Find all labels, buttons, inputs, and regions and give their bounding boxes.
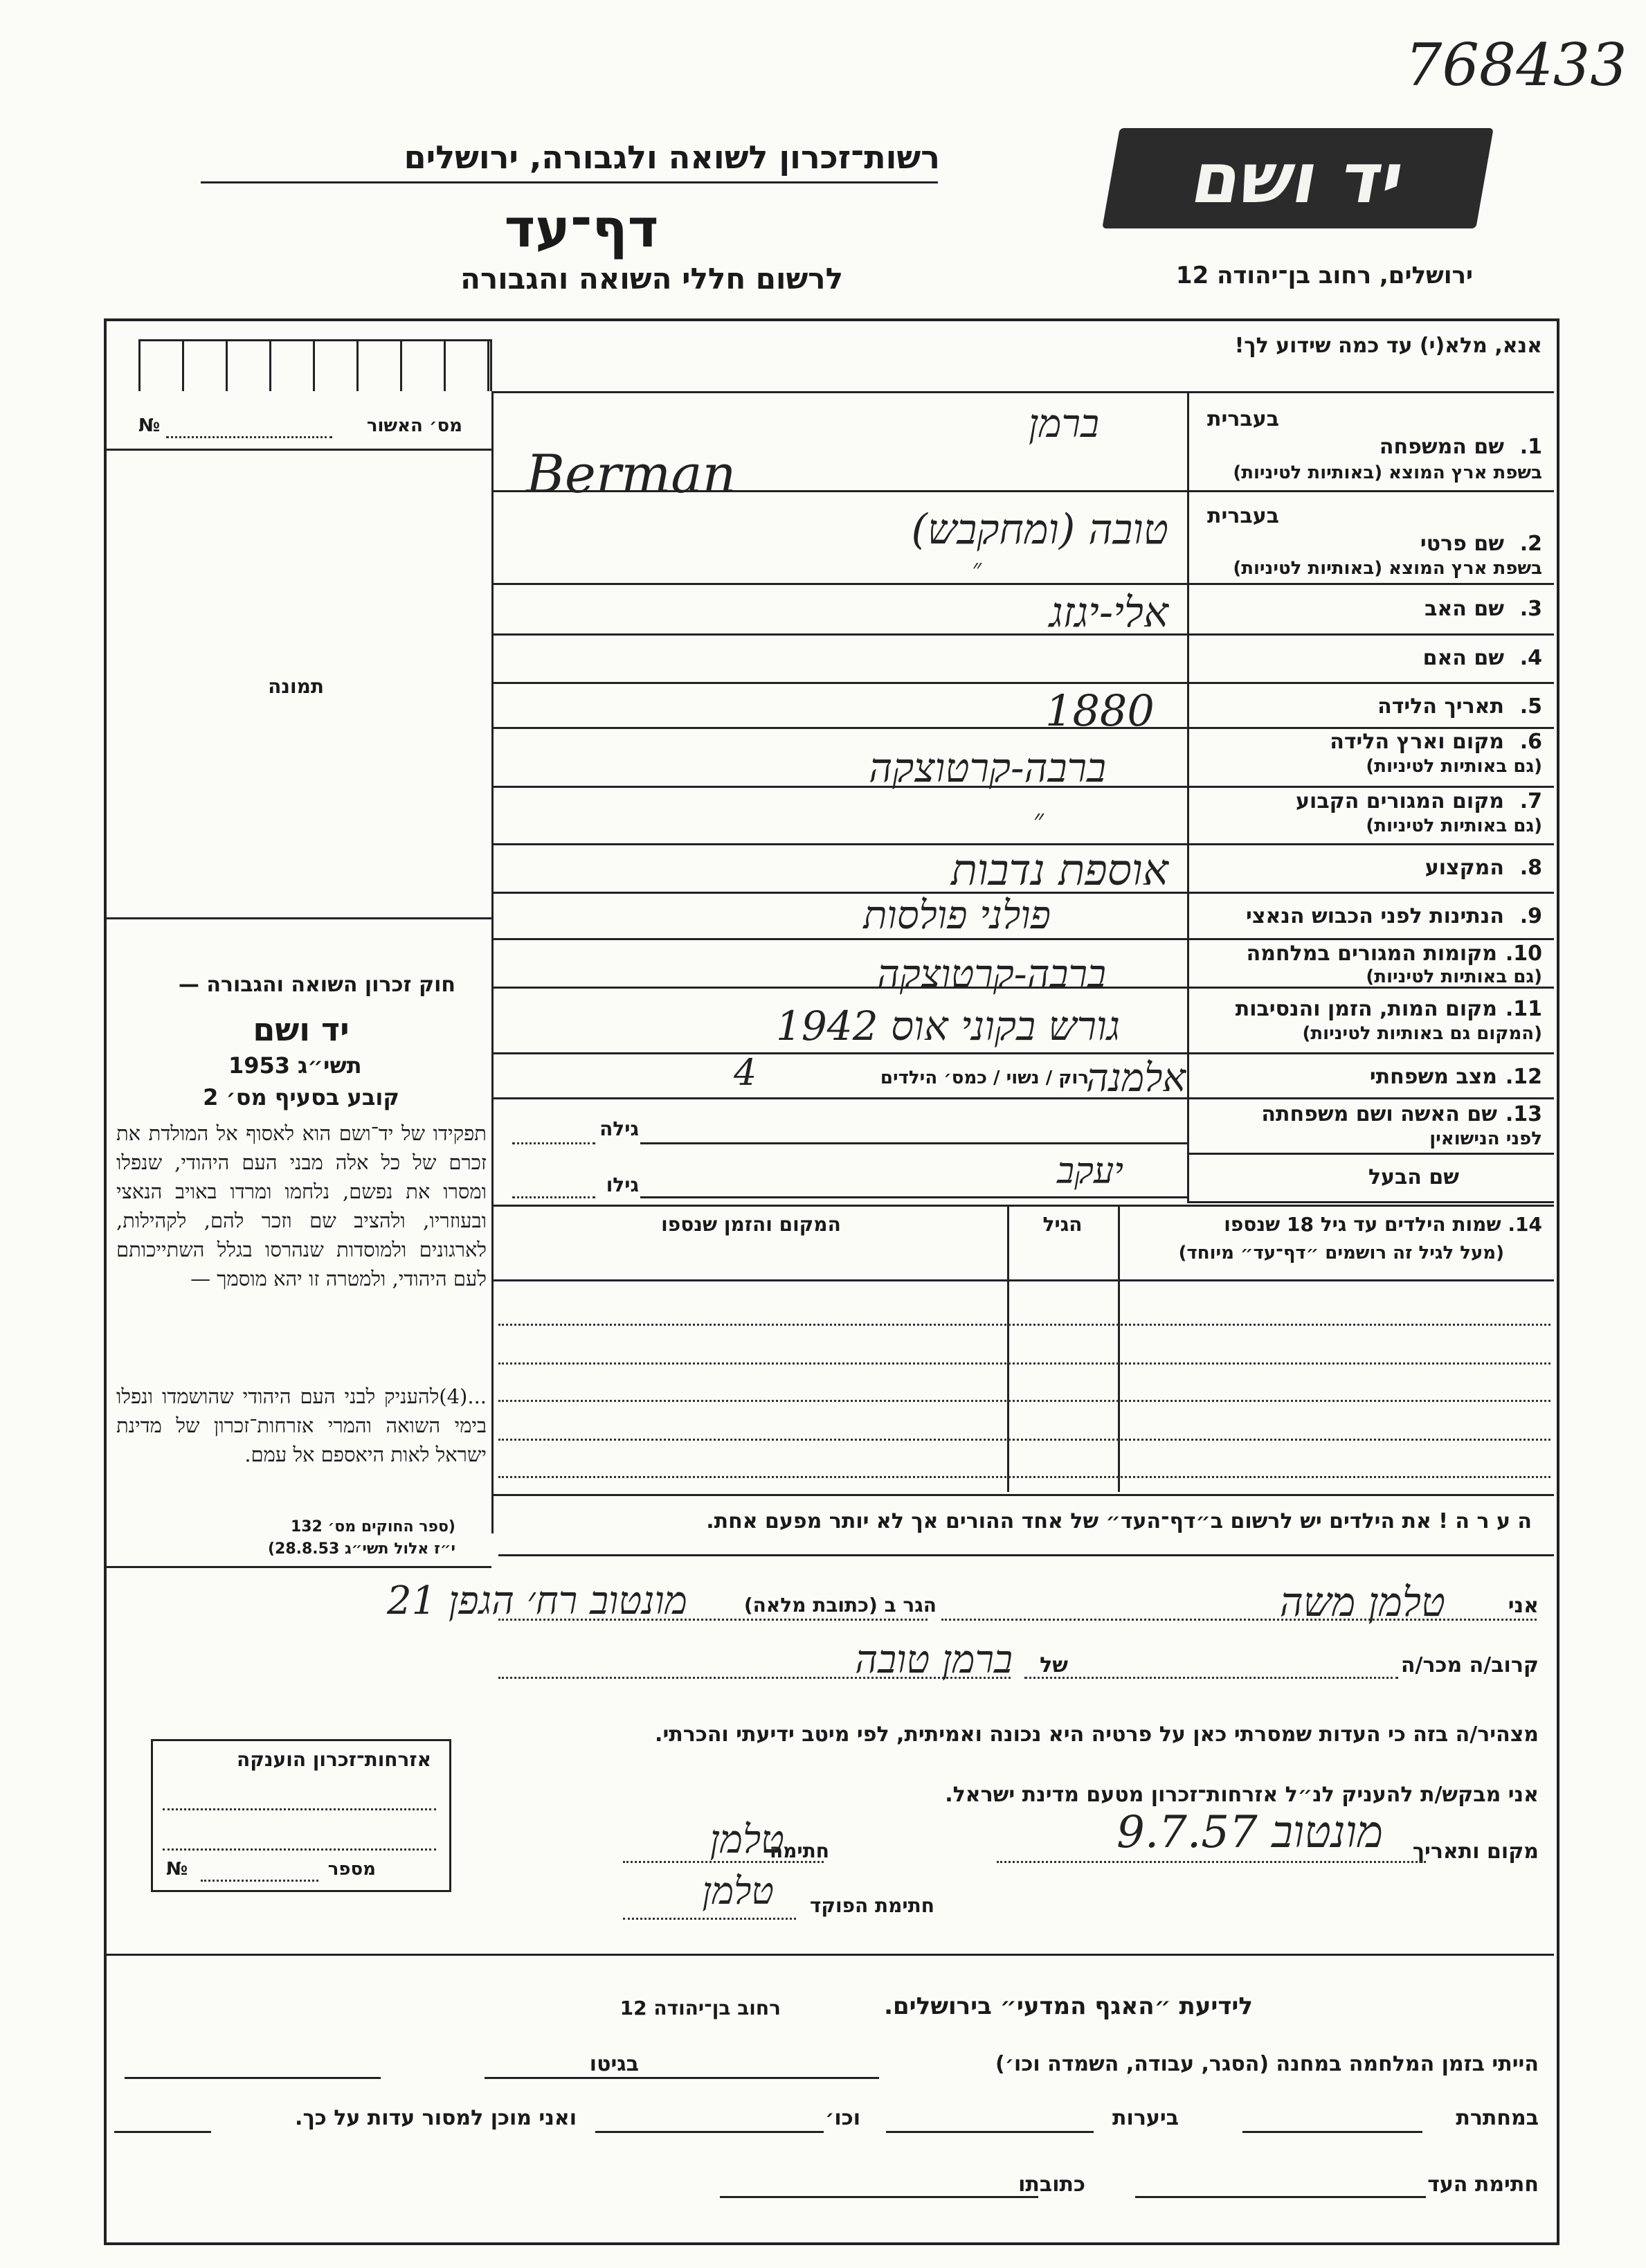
- law-clause: קובע בסעיף מס׳ 2: [203, 1084, 399, 1110]
- field-7-sub: (גם באותיות לטיניות): [1366, 816, 1542, 836]
- field-6-number: 6.: [1519, 730, 1542, 754]
- field-2-label: שם פרטי: [1420, 532, 1504, 556]
- field-7-label: מקום המגורים הקבוע: [1296, 789, 1504, 813]
- footer-etc: וכו׳: [825, 2106, 860, 2130]
- wife-age-label: גילה: [599, 1117, 639, 1140]
- form-subtitle: לרשום חללי השואה והגבורה: [460, 262, 843, 296]
- footer-witness-signature: חתימת העד: [1427, 2172, 1539, 2197]
- footer-title: לידיעת ״האגף המדעי״ בירושלים.: [884, 1992, 1253, 2020]
- form-title: דף־עד: [504, 197, 659, 259]
- field-2-value-ditto: ״: [972, 555, 982, 583]
- logo-text: יד ושם: [1186, 138, 1410, 219]
- children-title: 14. שמות הילדים עד גיל 18 שנספו: [1224, 1213, 1542, 1236]
- label-column-divider: [1187, 391, 1189, 1201]
- children-col-age: הגיל: [1042, 1213, 1083, 1236]
- footer-camp-line: הייתי בזמן המלחמה במחנה (הסגר, עבודה, השמדה וכו׳): [995, 2052, 1539, 2076]
- law-text: תפקידו של יד־ושם הוא לאסוף אל המולדת את זכרם של כל אלה מבני העם היהודי, שנפלו ומסרו את נפשם, נלחמו ומרדו באויב הנאצי ובעוזריו, ולהציב שם וזכר להם, לקהילות, לארגונים ולמוסדות שנהרסו בגלל השתייכותם לעם היהודי, ולמטרה זו יהא מוסמך —: [116, 1122, 487, 1290]
- field-10-sub: (גם באותיות לטיניות): [1366, 966, 1542, 987]
- children-col-place: המקום והזמן שנספו: [661, 1213, 841, 1236]
- footer-address: רחוב בן־יהודה 12: [619, 1997, 781, 2019]
- serial-number: 768433: [1405, 31, 1627, 99]
- field-12-value: אלמנה: [1085, 1056, 1186, 1101]
- field-9-number: 9.: [1519, 904, 1542, 928]
- field-8-label: המקצוע: [1425, 856, 1504, 880]
- law-line: חוק זכרון השואה והגבורה —: [178, 973, 455, 997]
- citizenship-no-label: מספר: [327, 1859, 376, 1880]
- field-10-value: ברבה-קרטוצקה: [877, 952, 1106, 997]
- field-11-sub: (המקום גם באותיות לטיניות): [1302, 1023, 1542, 1044]
- field-10-label: מקומות המגורים במלחמה: [1246, 942, 1497, 966]
- citizenship-title: אזרחות־זכרון הוענקה: [237, 1748, 431, 1771]
- children-note: (מעל לגיל זה רושמים ״דף־עד״ מיוחד): [1178, 1243, 1504, 1263]
- org-underline: [201, 181, 938, 183]
- field-1-value: ברמן: [1029, 402, 1099, 447]
- field-3-label: שם האב: [1425, 597, 1504, 621]
- field-5-label: תאריך הלידה: [1377, 694, 1504, 719]
- field-7-number: 7.: [1519, 789, 1542, 813]
- field-7-value: ״: [1033, 804, 1044, 836]
- instruction: אנא, מלא(י) עד כמה שידוע לך!: [1234, 334, 1542, 358]
- approval-label: מס׳ האשור: [366, 415, 462, 436]
- footer-address-label: כתובתו: [1018, 2172, 1085, 2197]
- place-date-label: מקום ותאריך: [1412, 1839, 1539, 1864]
- instruction-divider: [491, 391, 1554, 393]
- husband-name-value: יעקב: [1057, 1151, 1123, 1192]
- citizenship-no: №: [166, 1859, 188, 1880]
- residing-label: הגר ב (כתובת מלאה): [743, 1594, 937, 1617]
- field-13-number: 13.: [1505, 1102, 1542, 1126]
- left-column-divider: [491, 391, 494, 1533]
- signature-value: טלמן: [709, 1817, 784, 1862]
- footer-ghetto: בגיטו: [589, 2052, 639, 2076]
- field-12-label: מצב משפחתי: [1369, 1065, 1497, 1089]
- field-6-label: מקום וארץ הלידה: [1330, 730, 1504, 754]
- witness-name-value: טלמן משה: [1279, 1578, 1445, 1626]
- field-2-value: טובה (ומחקבש): [911, 505, 1168, 554]
- field-5-number: 5.: [1519, 694, 1542, 719]
- field-1-sub: בשפת ארץ המוצא (באותיות לטיניות): [1233, 462, 1542, 483]
- witness-i-label: אני: [1508, 1594, 1539, 1618]
- field-1-label: שם המשפחה: [1379, 435, 1504, 459]
- photo-label: תמונה: [268, 675, 324, 698]
- field-4-number: 4.: [1519, 646, 1542, 670]
- field-8-number: 8.: [1519, 856, 1542, 880]
- field-6-value: ברבה-קרטוצקה: [869, 744, 1106, 791]
- field-11-number: 11.: [1505, 997, 1542, 1021]
- field-1-number: 1.: [1519, 435, 1542, 459]
- law-ref-1: (ספר החוקים מס׳ 132: [290, 1518, 455, 1536]
- field-2-hebrew-tag: בעברית: [1207, 504, 1279, 528]
- field-13-label: שם האשה ושם משפחתה: [1261, 1102, 1497, 1126]
- field-11-value: גורש בקוני אוס 1942: [776, 1002, 1120, 1050]
- law-year: 1953: [228, 1052, 291, 1079]
- field-3-value: אלי-יגזג: [1049, 588, 1168, 637]
- declaration: מצהיר/ה בזה כי העדות שמסרתי כאן על פרטיה היא נכונה ואמיתית, לפי מיטב ידיעתי והכרתי.: [655, 1722, 1539, 1747]
- place-date-value: מונטוב 9.7.57: [1116, 1807, 1383, 1858]
- field-1-value-latin: Berman: [526, 443, 736, 505]
- field-11-label: מקום המות, הזמן והנסיבות: [1235, 997, 1497, 1021]
- residing-value: מונטוב רח׳ הגפן 21: [386, 1578, 687, 1623]
- officer-signature-label: חתימת הפוקד: [809, 1894, 934, 1917]
- field-12-children-count: 4: [734, 1052, 757, 1094]
- field-9-value: פולני פולסות: [863, 893, 1051, 938]
- law-year-heb: תשי״ג: [298, 1052, 362, 1079]
- citizenship-request: אני מבקש/ת להעניק לנ״ל אזרחות־זכרון מטעם מדינת ישראל.: [945, 1783, 1539, 1807]
- footer-forests: ביערות: [1112, 2106, 1179, 2130]
- law-text-2: ...(4)להעניק לבני העם היהודי שהושמדו ונפלו בימי השואה והמרי אזרחות־זכרון של מדינת ישראל לאות היאספם אל עמם.: [116, 1385, 487, 1466]
- field-5-value: 1880: [1045, 685, 1155, 736]
- of-value: ברמן טובה: [855, 1637, 1013, 1682]
- husband-name-label: שם הבעל: [1368, 1165, 1459, 1189]
- field-9-label: הנתינות לפני הכבוש הנאצי: [1246, 904, 1504, 928]
- approval-no: №: [138, 415, 161, 436]
- field-8-value: אוספת נדבות: [950, 845, 1168, 895]
- address: ירושלים, רחוב בן־יהודה 12: [1175, 262, 1473, 289]
- of-label: של: [1040, 1653, 1068, 1677]
- footer-ready: ואני מוכן למסור עדות על כך.: [295, 2106, 577, 2130]
- relative-label: קרוב/ה מכר/ה: [1400, 1653, 1539, 1677]
- law-ref-2: י״ז אלול תשי״ג 28.8.53): [267, 1540, 455, 1558]
- field-1-hebrew-tag: בעברית: [1207, 407, 1279, 431]
- field-2-number: 2.: [1519, 532, 1542, 556]
- approval-boxes: [138, 339, 492, 391]
- remark: ה ע ר ה ! את הילדים יש לרשום ב״דף־העד״ של אחד ההורים אך לא יותר מפעם אחת.: [706, 1509, 1532, 1533]
- officer-signature-value: טלמן: [702, 1869, 774, 1913]
- footer-underground: במחתרת: [1456, 2106, 1539, 2130]
- field-10-number: 10.: [1505, 942, 1542, 966]
- field-3-number: 3.: [1519, 597, 1542, 621]
- law-name: יד ושם: [253, 1011, 350, 1048]
- field-4-label: שם האם: [1422, 646, 1504, 670]
- field-12-number: 12.: [1505, 1065, 1542, 1089]
- field-12-options: רוק / נשוי / כמס׳ הילדים: [880, 1068, 1089, 1088]
- husband-age-label: גילו: [606, 1173, 639, 1196]
- yad-vashem-logo: [1102, 128, 1494, 228]
- organization-line: רשות־זכרון לשואה ולגבורה, ירושלים: [404, 138, 940, 176]
- signature-label: חתימה: [769, 1839, 829, 1862]
- field-13-sub: לפני הנישואין: [1429, 1128, 1542, 1149]
- field-2-sub: בשפת ארץ המוצא (באותיות לטיניות): [1233, 558, 1542, 579]
- field-6-sub: (גם באותיות לטיניות): [1366, 756, 1542, 777]
